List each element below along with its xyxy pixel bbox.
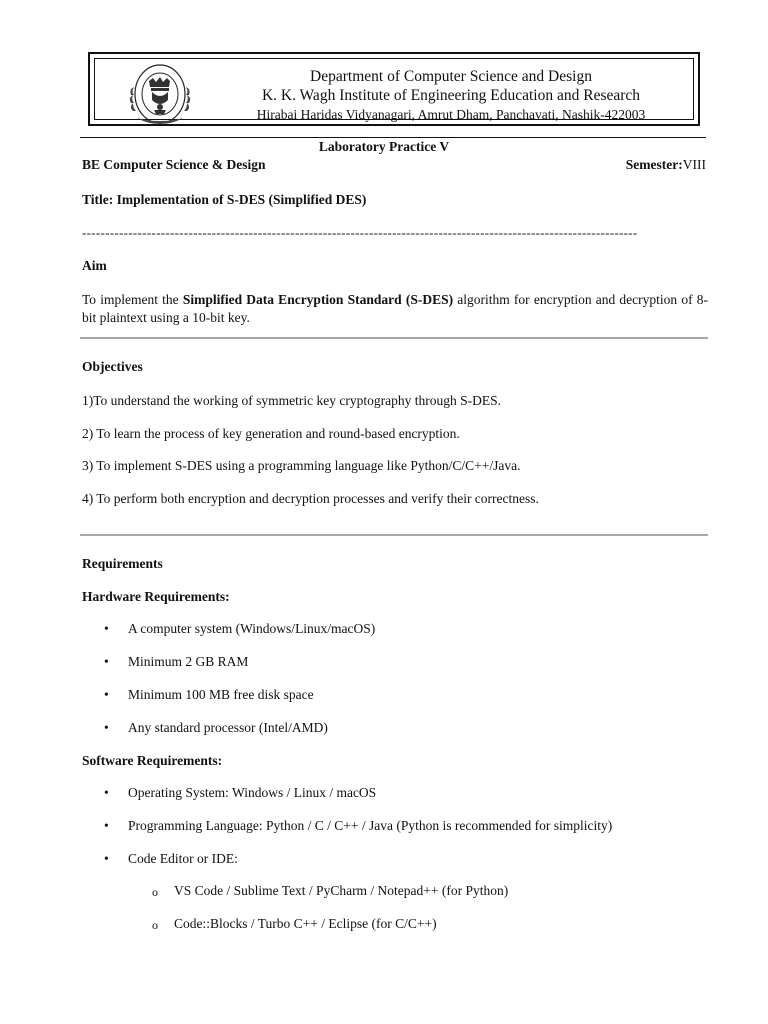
software-item: Programming Language: Python / C / C++ / Java (Python is recommended for simplicity) — [128, 818, 613, 833]
aim-heading: Aim — [82, 258, 107, 273]
objective-item: 4) To perform both encryption and decryption processes and verify their correctness. — [82, 491, 539, 506]
hardware-item: Minimum 2 GB RAM — [128, 654, 249, 669]
semester-value: VIII — [682, 157, 706, 172]
header-inner-border — [94, 58, 694, 120]
objective-item: 3) To implement S-DES using a programming language like Python/C/C++/Java. — [82, 458, 521, 473]
semester — [626, 157, 706, 173]
objectives-heading: Objectives — [82, 359, 143, 374]
hardware-item: Any standard processor (Intel/AMD) — [128, 720, 328, 735]
hardware-item: A computer system (Windows/Linux/macOS) — [128, 621, 376, 636]
institute-logo-icon — [127, 63, 193, 125]
institute-address: Hirabai Haridas Vidyanagari, Amrut Dham, Panchavati, Nashik-422003 — [256, 107, 646, 122]
bullet-icon: • — [104, 621, 109, 636]
header-divider — [80, 137, 706, 138]
aim-text-start: To implement the — [82, 292, 183, 307]
department-name: Department of Computer Science and Design — [310, 68, 592, 85]
bullet-icon: • — [104, 654, 109, 669]
program-name: BE Computer Science & Design — [82, 157, 266, 172]
aim-text-bold: Simplified Data Encryption Standard (S-DES) — [182, 292, 454, 307]
bullet-icon: • — [104, 687, 109, 702]
bullet-icon: • — [104, 720, 109, 735]
hardware-heading: Hardware Requirements: — [82, 589, 230, 604]
software-item: Code Editor or IDE: — [128, 851, 238, 866]
sub-bullet-icon: o — [152, 918, 158, 932]
practical-title: Title: Implementation of S-DES (Simplified DES) — [82, 192, 367, 207]
objective-item: 2) To learn the process of key generation and round-based encryption. — [82, 426, 460, 441]
aim-text — [82, 291, 708, 327]
section-divider — [80, 534, 708, 536]
ide-option: Code::Blocks / Turbo C++ / Eclipse (for C/C++) — [174, 916, 437, 931]
dashed-separator: ------------------------------------------------------------------------------------------------------------------------ — [82, 225, 638, 240]
software-item: Operating System: Windows / Linux / macOS — [128, 785, 377, 800]
requirements-heading: Requirements — [82, 556, 163, 571]
aim-text-end: algorithm for encryption and decryption of 8-bit plaintext using a 10-bit key. — [82, 292, 708, 325]
bullet-icon: • — [104, 785, 109, 800]
sub-bullet-icon: o — [152, 885, 158, 899]
lab-title: Laboratory Practice V — [318, 139, 450, 154]
section-divider — [80, 337, 708, 339]
header-text — [215, 67, 687, 124]
semester-label: Semester: — [625, 157, 683, 172]
hardware-item: Minimum 100 MB free disk space — [128, 687, 314, 702]
bullet-icon: • — [104, 851, 109, 866]
institute-header — [88, 52, 700, 126]
objective-item: 1)To understand the working of symmetric key cryptography through S-DES. — [82, 393, 501, 408]
bullet-icon: • — [104, 818, 109, 833]
institute-name: K. K. Wagh Institute of Engineering Education and Research — [261, 87, 641, 104]
ide-option: VS Code / Sublime Text / PyCharm / Notepad++ (for Python) — [174, 883, 509, 898]
software-heading: Software Requirements: — [82, 753, 223, 768]
